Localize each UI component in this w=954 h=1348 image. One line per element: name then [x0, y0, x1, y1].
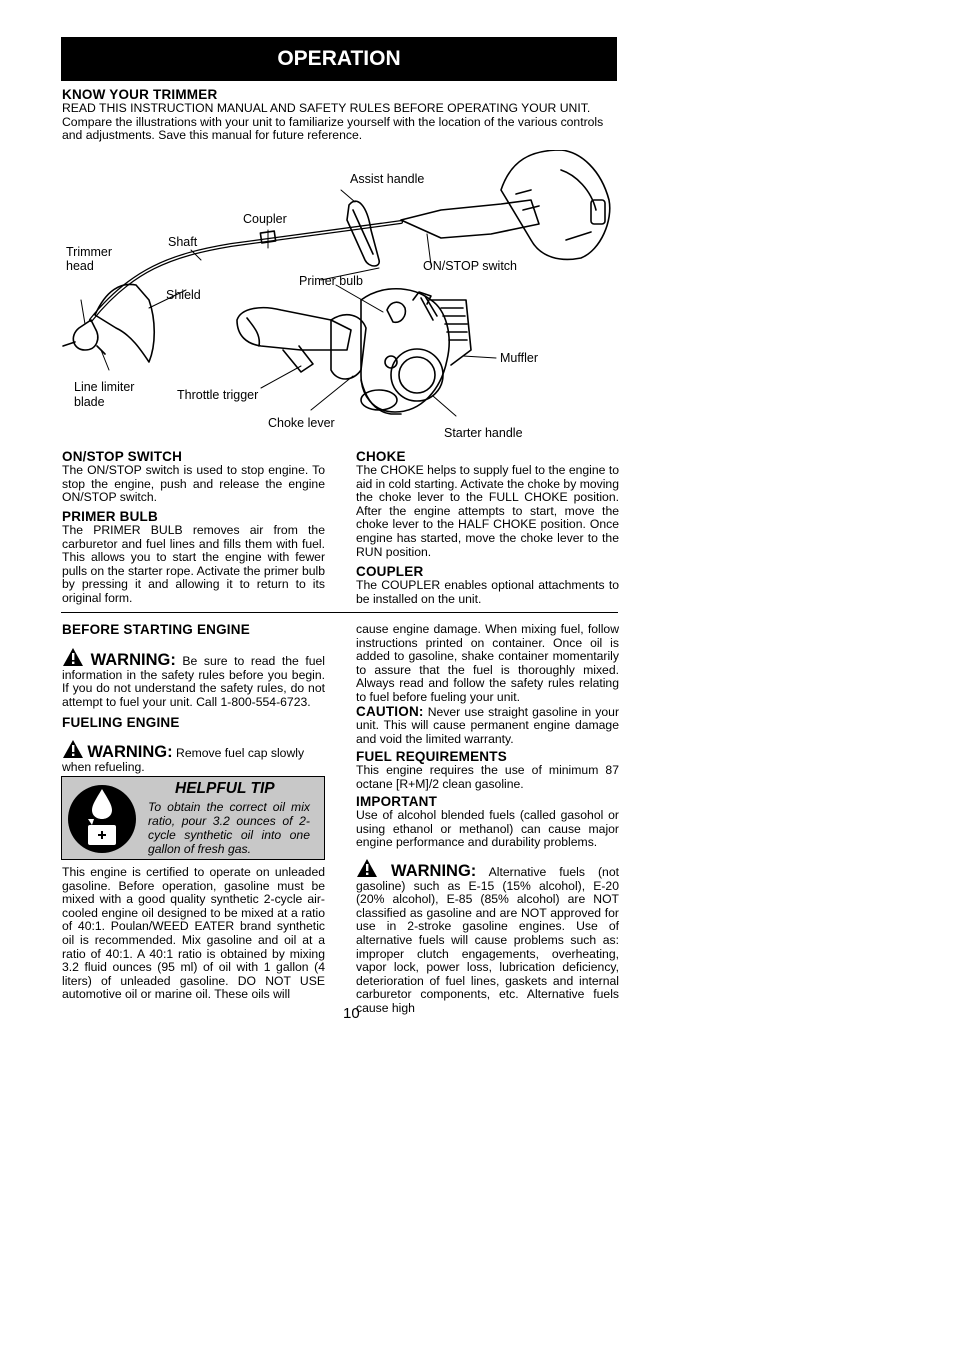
fueling-warning-label: WARNING:	[87, 743, 173, 761]
label-line-limiter-1: Line limiter	[74, 380, 135, 394]
trimmer-illustration	[61, 150, 619, 450]
label-primer-bulb: Primer bulb	[299, 274, 363, 288]
caution-text: Never use straight gasoline in your unit. This will cause permanent engine damage and void the limited warranty.	[356, 704, 620, 746]
label-choke-lever: Choke lever	[268, 416, 335, 430]
know-heading: KNOW YOUR TRIMMER	[62, 87, 218, 102]
important-body: Use of alcohol blended fuels (called gasohol or using ethanol or methanol) can cause major engine performance and durability problems.	[356, 808, 619, 850]
certified-section	[62, 866, 325, 1002]
continued-section	[356, 623, 619, 746]
coupler-body: The COUPLER enables optional attachments to be installed on the unit.	[356, 578, 619, 606]
on-stop-heading: ON/STOP SWITCH	[62, 449, 183, 464]
alt-fuel-warning-label: WARNING:	[391, 862, 477, 880]
choke-heading: CHOKE	[356, 449, 406, 464]
section-banner	[61, 37, 617, 81]
fuel-requirements-section	[356, 749, 619, 791]
section-title: OPERATION	[277, 47, 401, 70]
helpful-tip-title: HELPFUL TIP	[175, 780, 275, 797]
on-stop-body: The ON/STOP switch is used to stop engine. To stop the engine, push and release the engine ON/STOP switch.	[62, 463, 325, 505]
label-coupler: Coupler	[243, 212, 287, 226]
important-section	[356, 794, 619, 850]
know-line-2: Compare the illustrations with your unit to familiarize yourself with the location of the various controls	[62, 114, 604, 129]
caution-paragraph	[356, 705, 619, 747]
fuel-requirements-body: This engine requires the use of minimum 87 octane [R+M]/2 clean gasoline.	[356, 763, 619, 791]
fueling-section	[62, 715, 325, 774]
trimmer-drawing	[61, 150, 619, 450]
warning-triangle-icon	[356, 858, 378, 878]
alternative-fuels-section	[356, 858, 619, 1016]
caution-label: CAUTION:	[356, 703, 424, 719]
on-stop-section	[62, 449, 325, 505]
choke-body: The CHOKE helps to supply fuel to the engine to aid in cold starting. Activate the choke by moving the choke lever to the FULL CHOKE position. After the engine attempts to start, move the choke lever to the HALF CHOKE position. Once engine has started, move the choke lever to the RUN position.	[356, 463, 619, 559]
section-divider	[61, 612, 618, 613]
label-assist-handle: Assist handle	[350, 172, 425, 186]
continued-body: cause engine damage. When mixing fuel, follow instructions printed on container. Once oil is added to gasoline, shake container momentarily to assure that the fuel is thoroughly mixed. Always read and follow the safety rules relating to fuel before fueling your unit.	[356, 622, 619, 704]
primer-heading: PRIMER BULB	[62, 509, 158, 524]
page-number: 10	[343, 1005, 360, 1022]
label-trimmer-head-2: head	[66, 259, 94, 273]
before-heading: BEFORE STARTING ENGINE	[62, 622, 250, 637]
label-trimmer-head-1: Trimmer	[66, 245, 113, 259]
alt-fuel-warning-text: Alternative fuels (not gasoline) such as E-15 (15% alcohol), E-20 (20% alcohol), E-85 (85% alcohol) are NOT classified as gasoline and are NOT approved for use in 2-stroke gasoline engines. Use of alternative fuels will cause problems such as: improper clutch engagements, overheating, vapor lock, power loss, lubrication deficiency, deterioration of fuel lines, gaskets and internal carburetor components, etc. Alternative fuels cause high	[356, 865, 620, 1015]
know-line-1: READ THIS INSTRUCTION MANUAL AND SAFETY RULES BEFORE OPERATING YOUR UNIT.	[62, 101, 591, 115]
warning-triangle-icon	[62, 647, 84, 667]
know-line-3: and adjustments. Save this manual for future reference.	[62, 128, 363, 143]
label-muffler: Muffler	[500, 351, 538, 365]
fuel-requirements-heading: FUEL REQUIREMENTS	[356, 749, 507, 764]
before-warning	[62, 647, 325, 709]
label-shaft: Shaft	[168, 235, 198, 249]
helpful-tip-box	[61, 776, 325, 860]
label-shield: Shield	[166, 288, 201, 302]
primer-body: The PRIMER BULB removes air from the carburetor and fuel lines and fills them with fuel. This allows you to start the engine with fewer pulls on the starter rope. Activate the primer bulb by pressing it and allowing it to return to its original form.	[62, 523, 325, 605]
coupler-heading: COUPLER	[356, 564, 424, 579]
know-your-trimmer-section	[62, 87, 620, 143]
warning-triangle-icon	[62, 739, 84, 759]
helpful-tip-body: To obtain the correct oil mix ratio, pour 3.2 ounces of 2-cycle synthetic oil into one gallon of fresh gas.	[148, 800, 310, 856]
before-warning-label: WARNING:	[90, 651, 176, 669]
coupler-section	[356, 564, 619, 606]
label-starter-handle: Starter handle	[444, 426, 523, 440]
before-warning-text: Be sure to read the fuel information in the safety rules before you begin. If you do not understand the safety rules, do not attempt to fuel your unit. Call 1-800-554-6723.	[62, 654, 326, 709]
label-throttle-trigger: Throttle trigger	[177, 388, 259, 402]
fueling-warning	[62, 739, 325, 774]
fueling-heading: FUELING ENGINE	[62, 715, 180, 730]
primer-section	[62, 509, 325, 606]
fueling-warning-text: Remove fuel cap slowly when refueling.	[62, 746, 305, 774]
certified-body: This engine is certified to operate on unleaded gasoline. Before operation, gasoline must be mixed with a good quality synthetic 2-cycle air-cooled engine oil designed to be mixed at a ratio of 40:1. Poulan/WEED EATER brand synthetic oil is recommended. Mix gasoline and oil at a ratio of 40:1. A 40:1 ratio is obtained by mixing 3.2 fluid ounces (95 ml) of oil with 1 gallon (4 liters) of unleaded gasoline. DO NOT USE automotive oil or marine oil. These oils will	[62, 865, 325, 1002]
label-line-limiter-2: blade	[74, 395, 105, 409]
important-heading: IMPORTANT	[356, 794, 438, 809]
oil-can-icon	[66, 783, 138, 855]
choke-section	[356, 449, 619, 559]
label-on-stop-switch: ON/STOP switch	[423, 259, 518, 273]
alt-fuel-warning	[356, 858, 619, 1016]
before-starting-section	[62, 622, 325, 709]
